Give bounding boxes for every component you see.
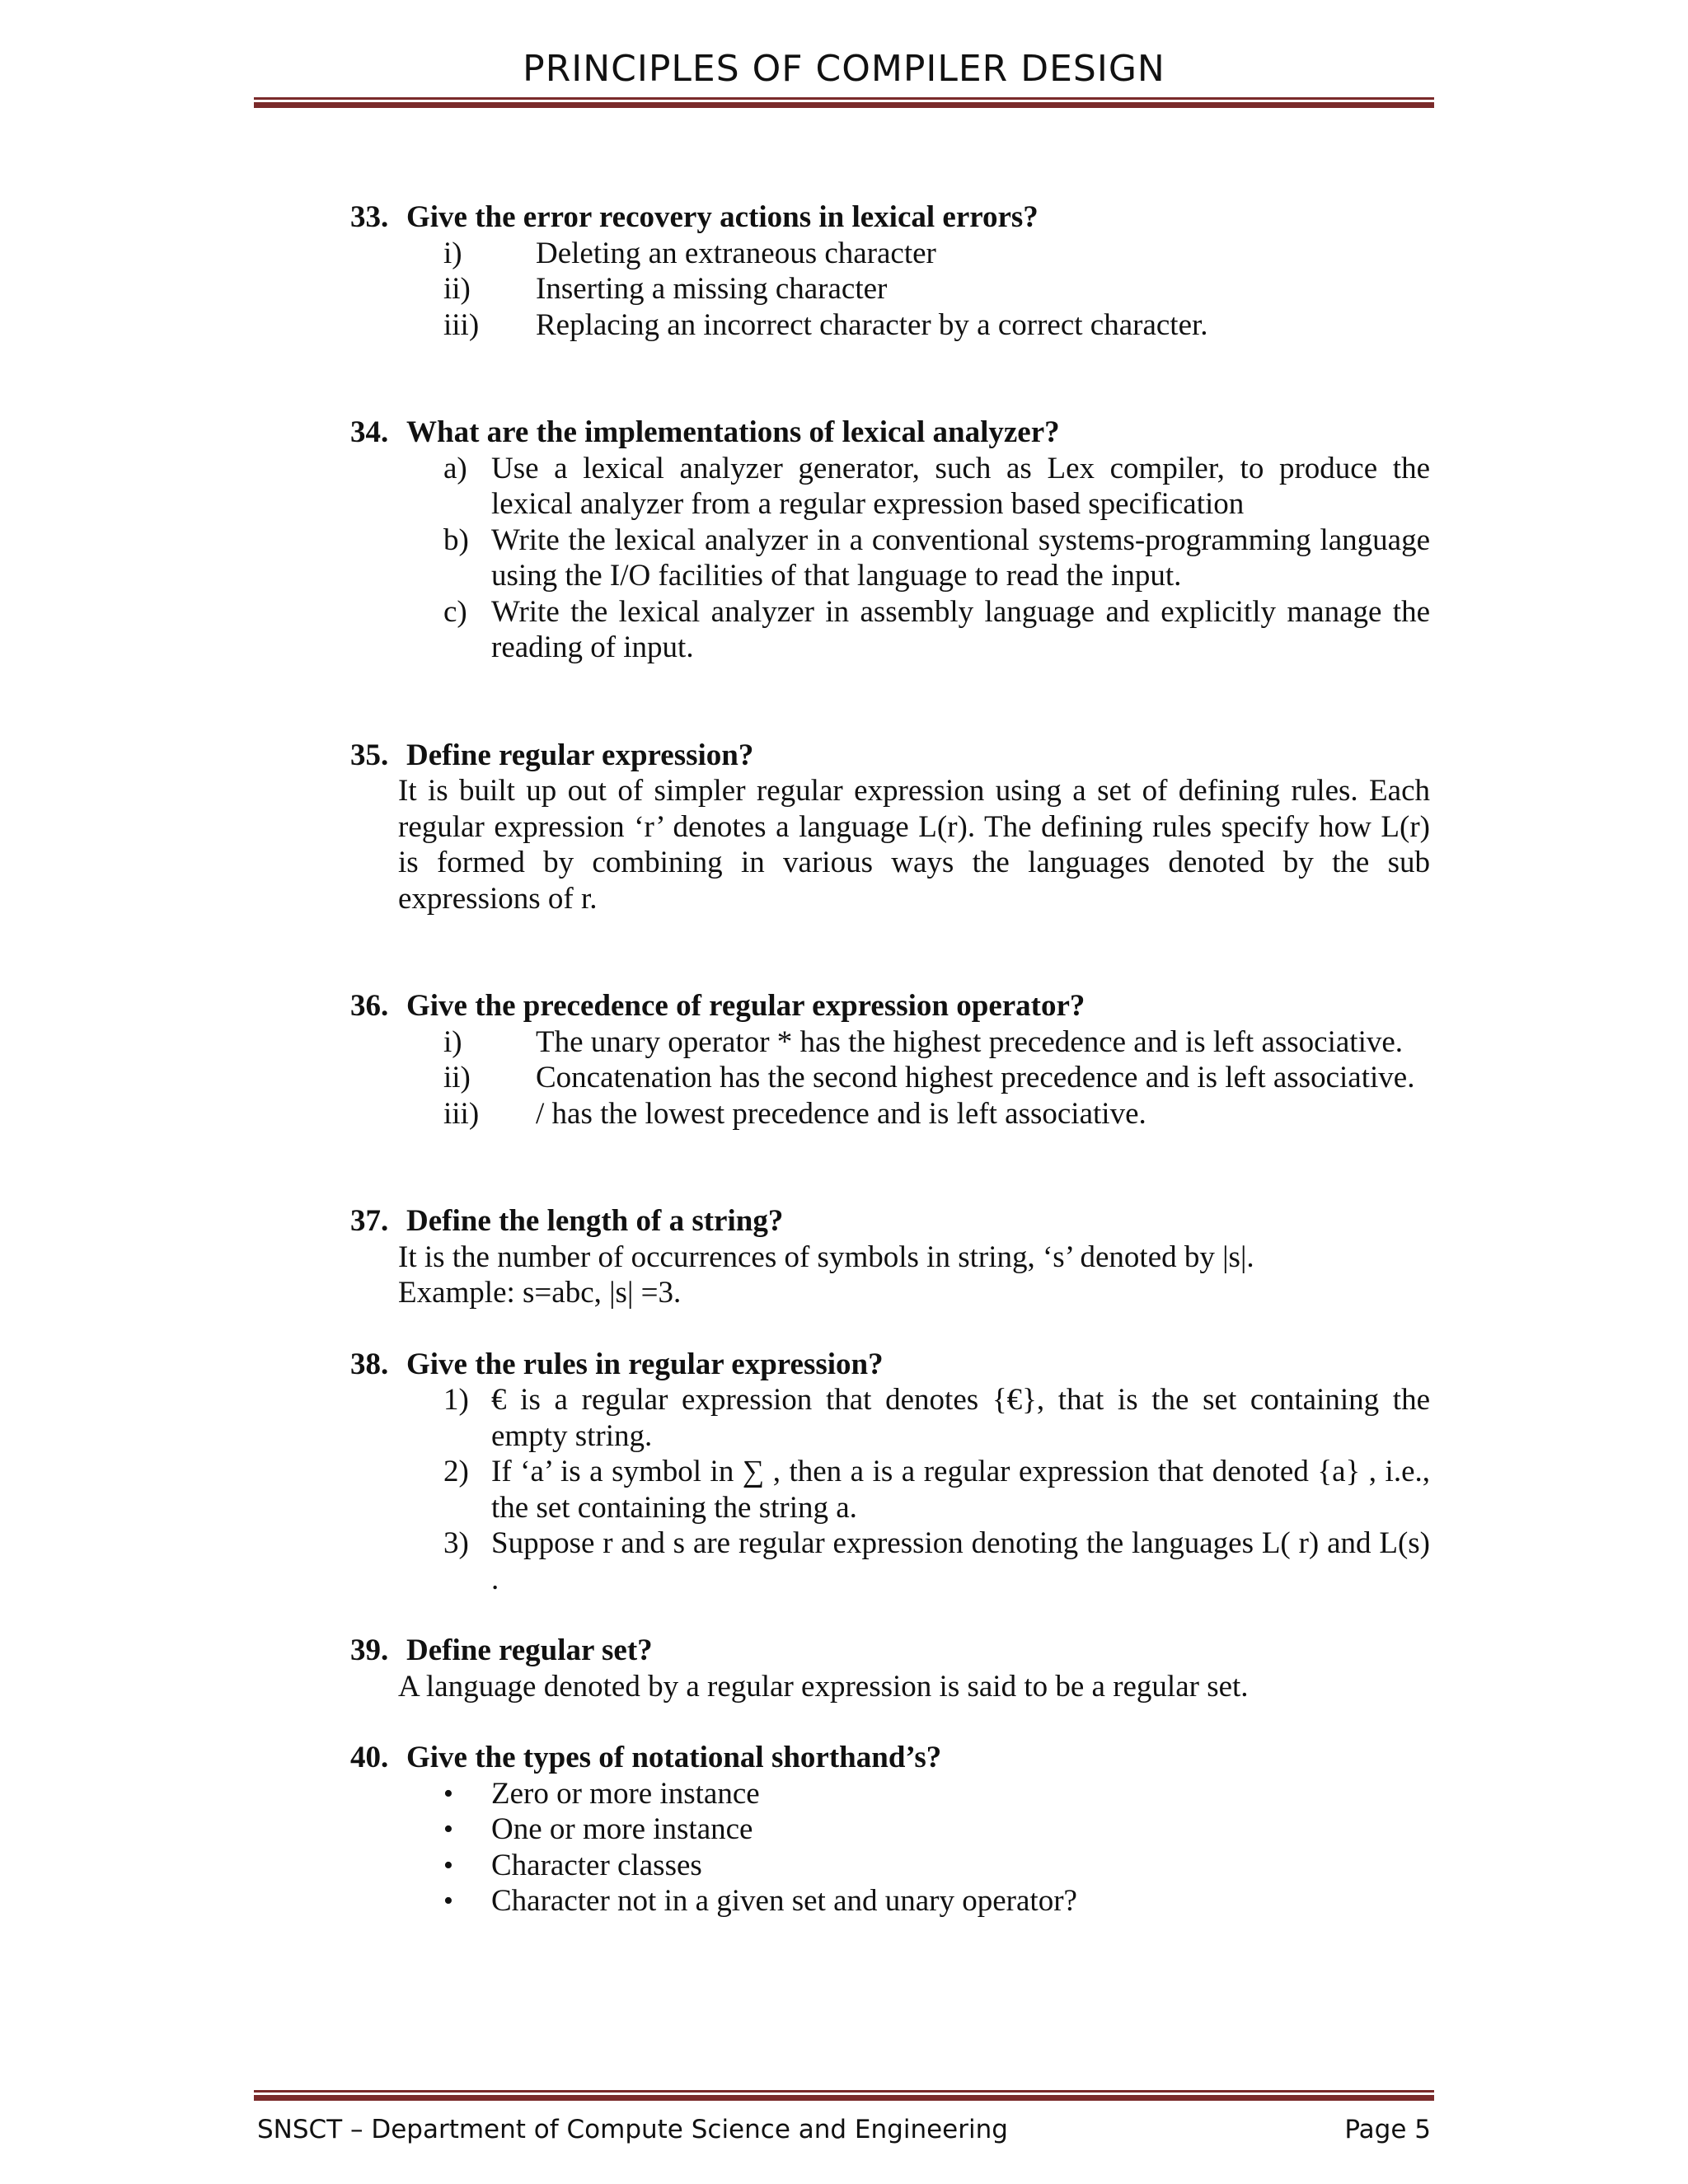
bullet-icon: •: [443, 1886, 453, 1916]
list-item: a) Use a lexical analyzer generator, such as Lex compiler, to produce the lexical analyzer from a regular expression based specification: [443, 451, 1430, 521]
footer-department: SNSCT – Department of Compute Science and Engineering: [257, 2115, 1008, 2144]
list-item: iii) / has the lowest precedence and is left associative.: [443, 1096, 1146, 1131]
question-number: 38.: [350, 1347, 389, 1381]
question-number: 36.: [350, 989, 389, 1023]
question-number: 33.: [350, 200, 389, 234]
question-number: 37.: [350, 1204, 389, 1238]
question-title: Define regular expression?: [406, 738, 754, 772]
list-item: ii) Inserting a missing character: [443, 272, 888, 306]
question-36: [350, 988, 1430, 1132]
footer-rule: [254, 2090, 1434, 2101]
header-rule: [254, 97, 1434, 108]
list-item: b) Write the lexical analyzer in a conventional systems-programming language using the I/O facilities of that language to read the input.: [443, 523, 1430, 593]
list-item: 2) If ‘a’ is a symbol in ∑ , then a is a regular expression that denoted {a} , i.e., the set containing the string a.: [443, 1455, 1430, 1525]
list-item: i) The unary operator * has the highest precedence and is left associative.: [443, 1024, 1404, 1059]
question-title: Give the error recovery actions in lexical errors?: [406, 200, 1039, 234]
question-number: 40.: [350, 1741, 389, 1774]
question-40: [350, 1740, 1430, 1919]
question-38: [350, 1347, 1430, 1598]
page-header-title: PRINCIPLES OF COMPILER DESIGN: [523, 48, 1165, 90]
list-item: 3) Suppose r and s are regular expression denoting the languages L( r) and L(s) .: [443, 1526, 1430, 1596]
question-title: What are the implementations of lexical analyzer?: [406, 415, 1060, 449]
example-line: Example: s=abc, |s| =3.: [398, 1276, 682, 1310]
list-item: • Character not in a given set and unary operator?: [350, 1883, 1430, 1919]
list-item: • Zero or more instance: [350, 1776, 1430, 1812]
answer-paragraph: A language denoted by a regular expression is said to be a regular set.: [398, 1669, 1249, 1704]
list-item: • One or more instance: [350, 1811, 1430, 1848]
list-item: • Character classes: [350, 1848, 1430, 1884]
bullet-icon: •: [443, 1849, 453, 1881]
question-title: Define the length of a string?: [406, 1204, 784, 1238]
list-item: ii) Concatenation has the second highest precedence and is left associative.: [443, 1061, 1415, 1094]
list-item: i) Deleting an extraneous character: [443, 236, 936, 270]
question-35: [350, 738, 1430, 917]
list-item: iii) Replacing an incorrect character by a correct character.: [443, 307, 1208, 342]
list-item: c) Write the lexical analyzer in assembly language and explicitly manage the reading of input.: [443, 594, 1430, 664]
list-item: 1) € is a regular expression that denotes {€}, that is the set containing the empty string.: [443, 1383, 1430, 1453]
question-number: 35.: [350, 738, 389, 772]
question-34: [350, 415, 1430, 666]
question-39: [350, 1633, 1430, 1704]
answer-paragraph: It is built up out of simpler regular expression using a set of defining rules. Each regular expression ‘r’ denotes a language L(r). The defining rules specify how L(r) is formed by combining in various ways the languages denoted by the sub expressions of r.: [398, 774, 1430, 916]
question-number: 39.: [350, 1633, 389, 1667]
page-footer: [257, 2115, 1431, 2144]
document-body: [350, 199, 1430, 1919]
question-number: 34.: [350, 415, 389, 449]
bullet-icon: •: [443, 1778, 453, 1809]
question-37: [350, 1203, 1430, 1311]
page-number: Page 5: [1344, 2115, 1431, 2144]
question-33: [350, 199, 1430, 343]
question-title: Give the precedence of regular expression operator?: [406, 989, 1085, 1023]
question-title: Give the rules in regular expression?: [406, 1347, 884, 1381]
question-title: Give the types of notational shorthand’s?: [406, 1741, 942, 1774]
bullet-icon: •: [443, 1814, 453, 1844]
answer-paragraph: It is the number of occurrences of symbols in string, ‘s’ denoted by |s|.: [398, 1240, 1254, 1274]
question-title: Define regular set?: [406, 1633, 653, 1667]
